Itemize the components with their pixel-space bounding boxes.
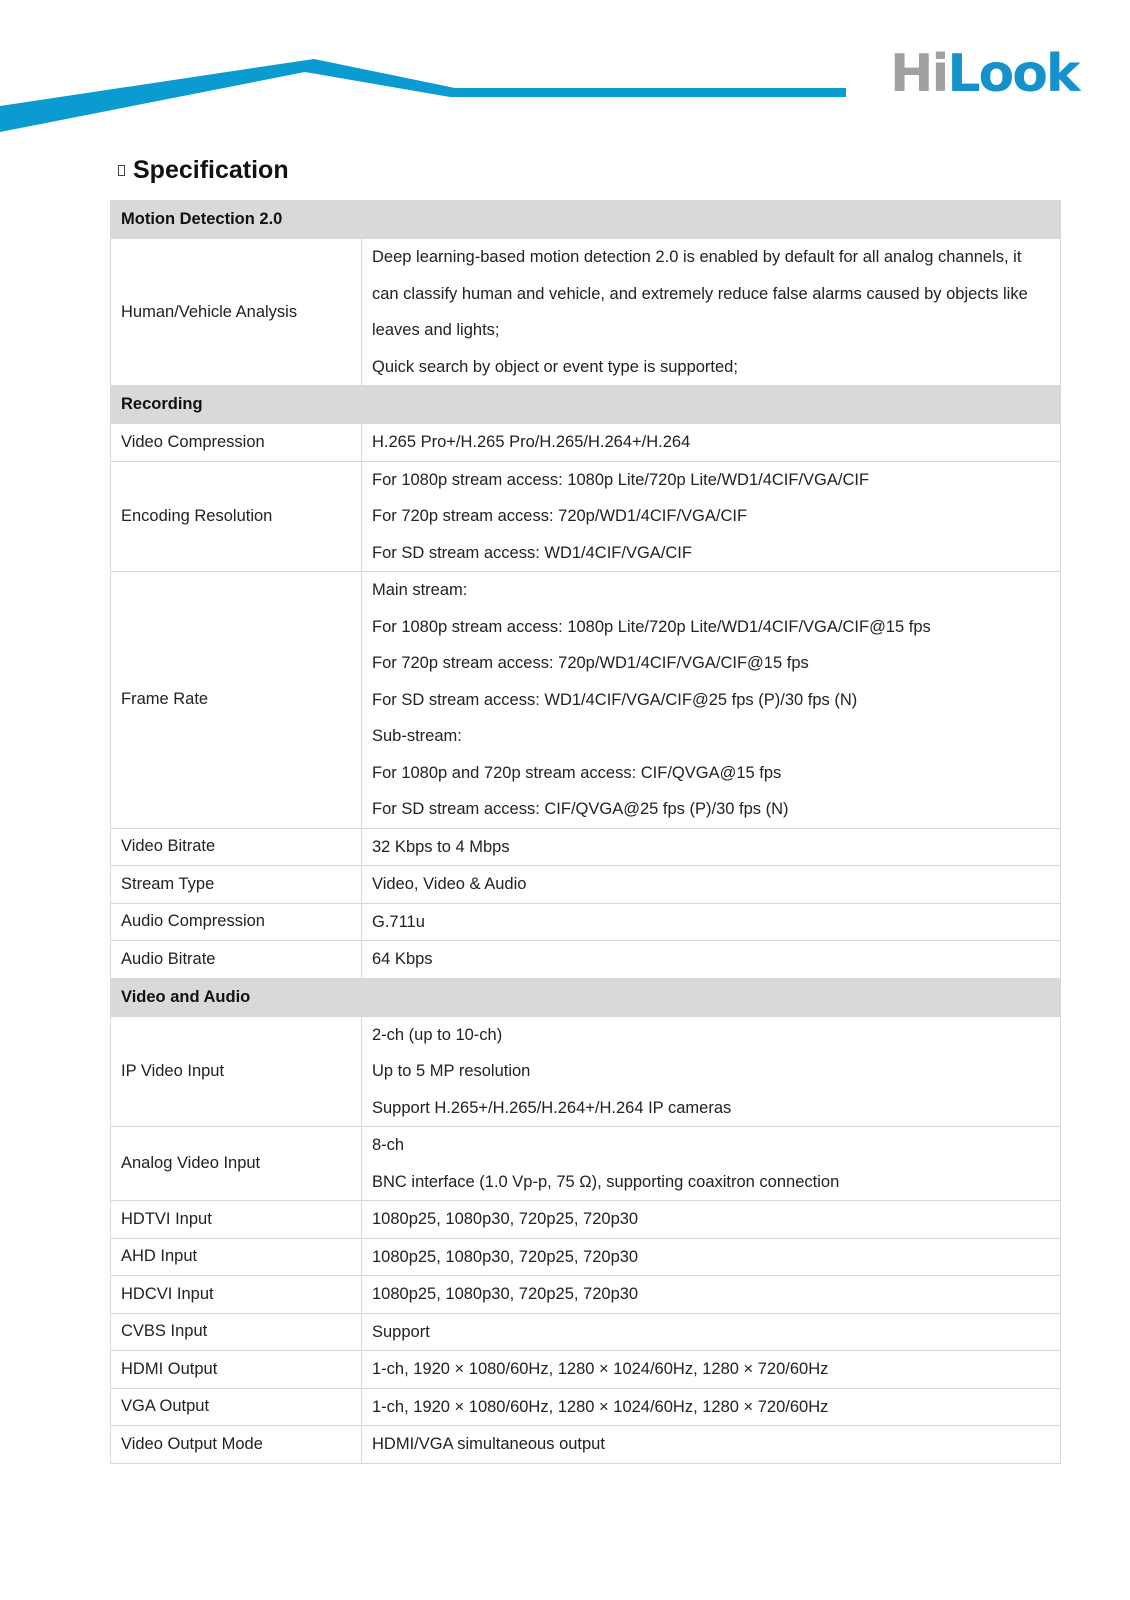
spec-value: [362, 1016, 1061, 1127]
spec-value-line: Deep learning-based motion detection 2.0 is enabled by default for all analog channels, it: [372, 248, 1022, 266]
logo-part-look: Look: [947, 44, 1079, 104]
spec-key: Video Output Mode: [111, 1426, 362, 1464]
spec-value-line: 1080p25, 1080p30, 720p25, 720p30: [372, 1210, 639, 1228]
spec-value-line: Quick search by object or event type is supported;: [372, 357, 738, 376]
spec-value-line: 1-ch, 1920 × 1080/60Hz, 1280 × 1024/60Hz, 1280 × 720/60Hz: [372, 1360, 829, 1378]
spec-key: CVBS Input: [111, 1313, 362, 1351]
spec-value-line: G.711u: [372, 912, 425, 931]
table-row: [111, 903, 1061, 941]
spec-value: [362, 1127, 1061, 1201]
spec-key: Human/Vehicle Analysis: [111, 239, 362, 386]
spec-value-line: 64 Kbps: [372, 950, 433, 968]
spec-key: Encoding Resolution: [111, 461, 362, 572]
spec-key: Stream Type: [111, 866, 362, 904]
hilook-logo: [890, 44, 1079, 104]
bullet-icon: [118, 165, 125, 176]
spec-key: HDTVI Input: [111, 1201, 362, 1239]
spec-value: [362, 941, 1061, 979]
spec-table: [110, 200, 1061, 1464]
spec-value: [362, 424, 1061, 462]
spec-value-line: For 720p stream access: 720p/WD1/4CIF/VGA/CIF: [372, 507, 748, 525]
spec-value: [362, 1351, 1061, 1389]
table-row: [111, 1313, 1061, 1351]
spec-value: [362, 828, 1061, 866]
spec-value-line: Sub-stream:: [372, 727, 462, 745]
table-row: [111, 572, 1061, 829]
table-row: [111, 1127, 1061, 1201]
spec-key: Audio Compression: [111, 903, 362, 941]
spec-value-line: 32 Kbps to 4 Mbps: [372, 837, 510, 856]
section-header: Motion Detection 2.0: [111, 201, 1061, 239]
spec-value-line: BNC interface (1.0 Vp-p, 75 Ω), supporting coaxitron connection: [372, 1172, 840, 1191]
spec-value: [362, 239, 1061, 386]
spec-value-line: 1-ch, 1920 × 1080/60Hz, 1280 × 1024/60Hz, 1280 × 720/60Hz: [372, 1397, 829, 1416]
spec-key: Video Bitrate: [111, 828, 362, 866]
table-row: [111, 866, 1061, 904]
spec-value: [362, 903, 1061, 941]
table-row: [111, 239, 1061, 386]
spec-value-line: 2-ch (up to 10-ch): [372, 1025, 503, 1044]
spec-key: IP Video Input: [111, 1016, 362, 1127]
spec-key: Analog Video Input: [111, 1127, 362, 1201]
spec-value-line: leaves and lights;: [372, 321, 500, 339]
table-row: [111, 828, 1061, 866]
section-title: [118, 156, 289, 185]
spec-value-line: Support: [372, 1322, 430, 1341]
spec-value-line: Up to 5 MP resolution: [372, 1062, 531, 1080]
spec-value-line: For 720p stream access: 720p/WD1/4CIF/VGA/CIF@15 fps: [372, 654, 809, 672]
section-header: Recording: [111, 386, 1061, 424]
table-row: [111, 1201, 1061, 1239]
spec-value: [362, 461, 1061, 572]
section-header: Video and Audio: [111, 978, 1061, 1016]
spec-key: Frame Rate: [111, 572, 362, 829]
section-header-row: [111, 978, 1061, 1016]
table-row: [111, 1426, 1061, 1464]
spec-value: [362, 1426, 1061, 1464]
spec-value: [362, 1201, 1061, 1239]
spec-value: [362, 866, 1061, 904]
table-row: [111, 1388, 1061, 1426]
table-row: [111, 941, 1061, 979]
spec-value: [362, 1238, 1061, 1276]
spec-value-line: For SD stream access: WD1/4CIF/VGA/CIF@25 fps (P)/30 fps (N): [372, 690, 858, 709]
spec-value-line: Main stream:: [372, 581, 468, 599]
spec-value: [362, 1276, 1061, 1314]
spec-value-line: For 1080p stream access: 1080p Lite/720p Lite/WD1/4CIF/VGA/CIF: [372, 470, 870, 489]
spec-value: [362, 1313, 1061, 1351]
spec-value-line: HDMI/VGA simultaneous output: [372, 1435, 605, 1453]
spec-key: VGA Output: [111, 1388, 362, 1426]
table-row: [111, 1238, 1061, 1276]
table-row: [111, 461, 1061, 572]
section-header-row: [111, 386, 1061, 424]
spec-key: HDCVI Input: [111, 1276, 362, 1314]
table-row: [111, 1276, 1061, 1314]
spec-value-line: 1080p25, 1080p30, 720p25, 720p30: [372, 1285, 639, 1303]
spec-key: HDMI Output: [111, 1351, 362, 1389]
spec-value-line: For SD stream access: CIF/QVGA@25 fps (P)/30 fps (N): [372, 800, 789, 818]
header-swoosh: [0, 0, 860, 140]
spec-value-line: For 1080p and 720p stream access: CIF/QVGA@15 fps: [372, 763, 782, 782]
spec-value-line: For 1080p stream access: 1080p Lite/720p Lite/WD1/4CIF/VGA/CIF@15 fps: [372, 617, 931, 636]
spec-value-line: 8-ch: [372, 1136, 405, 1154]
spec-value: [362, 1388, 1061, 1426]
spec-value-line: For SD stream access: WD1/4CIF/VGA/CIF: [372, 543, 692, 562]
spec-value-line: H.265 Pro+/H.265 Pro/H.265/H.264+/H.264: [372, 433, 691, 451]
spec-value-line: Support H.265+/H.265/H.264+/H.264 IP cameras: [372, 1098, 732, 1117]
spec-value-line: 1080p25, 1080p30, 720p25, 720p30: [372, 1247, 639, 1266]
logo-part-hi: Hi: [890, 44, 948, 104]
page-title: Specification: [133, 156, 289, 184]
spec-value-line: can classify human and vehicle, and extremely reduce false alarms caused by objects like: [372, 284, 1028, 303]
table-row: [111, 1351, 1061, 1389]
spec-value: [362, 572, 1061, 829]
table-row: [111, 1016, 1061, 1127]
table-row: [111, 424, 1061, 462]
spec-key: AHD Input: [111, 1238, 362, 1276]
section-header-row: [111, 201, 1061, 239]
spec-key: Audio Bitrate: [111, 941, 362, 979]
spec-key: Video Compression: [111, 424, 362, 462]
spec-value-line: Video, Video & Audio: [372, 875, 527, 893]
